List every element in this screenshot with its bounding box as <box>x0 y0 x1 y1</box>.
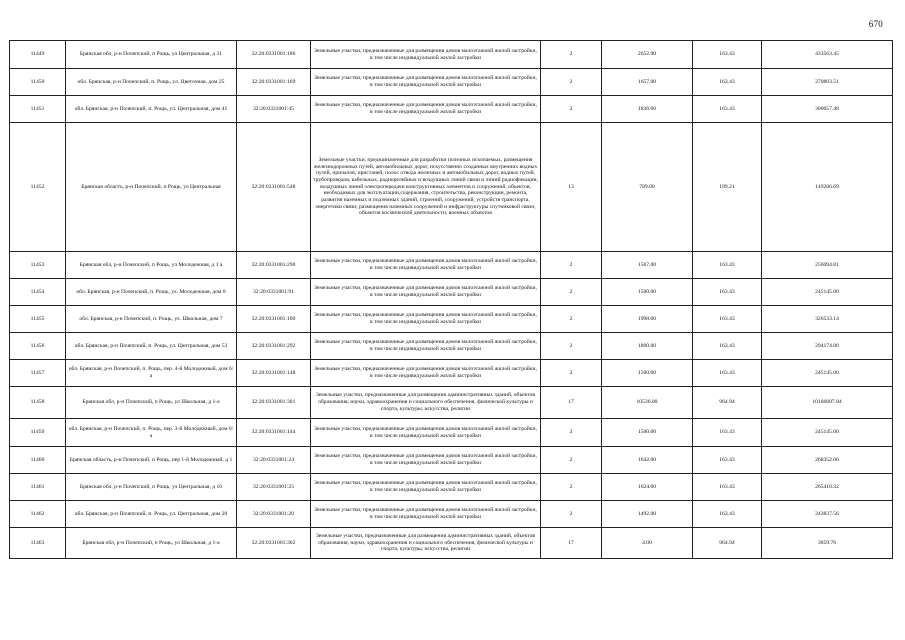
land-use-cell: Земельные участки, предназначенные для размещения домов малоэтажной жилой застройки, в том числе индивидуальной жилой застройки <box>311 333 541 360</box>
land-use-cell: Земельные участки, предназначенные для размещения домов малоэтажной жилой застройки, в том числе индивидуальной жилой застройки <box>311 41 541 69</box>
specific-value-cell: 163.43 <box>693 447 762 474</box>
cadastral-value-cell: 3859.76 <box>762 528 893 559</box>
cadastral-value-cell: 326533.14 <box>762 306 893 333</box>
cadastral-number-cell: 32:20:0331001:24 <box>237 447 311 474</box>
land-use-cell: Земельные участки, предназначенные для разработки полезных ископаемых, размещения железнодорожных путей, автомобильных дорог, искусственно созданных внутренних водных путей, причалов, пристаней, полос отвода железных и автомобильных дорог, водных путей, трубопроводов, кабельных, радиорелейных и воздушных линий связи и линий радиофикации, воздушных линий электропередачи конструктивных элементов и сооружений, объектов, необходимых для эксплуатации,содержания, строительства, реконструкции, ремонта, развития наземных и подземных зданий, строений, сооружений, устройств транспорта, энергетики связи; размещения наземных сооружений и инфраструктуры спутниковой связи, объектов космической деятельности, военных объектов <box>311 123 541 252</box>
group-code-cell: 2 <box>541 252 602 279</box>
table-row <box>10 528 893 559</box>
row-number: 11450 <box>10 69 66 96</box>
table-row <box>10 360 893 387</box>
group-code-cell: 2 <box>541 306 602 333</box>
land-use-cell: Земельные участки, предназначенные для размещения домов малоэтажной жилой застройки, в том числе индивидуальной жилой застройки <box>311 360 541 387</box>
area-cell: 1567.00 <box>602 252 693 279</box>
table-row <box>10 252 893 279</box>
land-use-cell: Земельные участки, предназначенные для размещения административных зданий, объектов образования, науки, здравоохранения и социального обеспечения, физической культуры и спорта, культуры, искусства, религии <box>311 528 541 559</box>
group-code-cell: 2 <box>541 360 602 387</box>
row-number: 11451 <box>10 96 66 123</box>
row-number: 11454 <box>10 279 66 306</box>
cadastral-value-cell: 149286.69 <box>762 123 893 252</box>
cadastral-number-cell: 32:20:0331001:148 <box>237 360 311 387</box>
row-number: 11463 <box>10 528 66 559</box>
area-cell: 2652.90 <box>602 41 693 69</box>
row-number: 11460 <box>10 447 66 474</box>
address-cell: обл. Брянская, р-н Почепский, п. Рощь, ул. Центральная, дом 20 <box>66 501 237 528</box>
address-cell: Брянская обл, р-н Почепский, п Рощь, ул Школьная, д 1-а <box>66 528 237 559</box>
table-row <box>10 96 893 123</box>
specific-value-cell: 163.43 <box>693 252 762 279</box>
land-use-cell: Земельные участки, предназначенные для размещения домов малоэтажной жилой застройки, в том числе индивидуальной жилой застройки <box>311 501 541 528</box>
area-cell: 1657.00 <box>602 69 693 96</box>
specific-value-cell: 189.21 <box>693 123 762 252</box>
land-use-cell: Земельные участки, предназначенные для размещения домов малоэтажной жилой застройки, в том числе индивидуальной жилой застройки <box>311 96 541 123</box>
area-cell: 1624.00 <box>602 474 693 501</box>
table-row <box>10 333 893 360</box>
area-cell: 1836.00 <box>602 96 693 123</box>
specific-value-cell: 163.43 <box>693 306 762 333</box>
cadastral-value-cell: 10166607.84 <box>762 387 893 419</box>
specific-value-cell: 964.94 <box>693 387 762 419</box>
area-cell: 4.00 <box>602 528 693 559</box>
address-cell: обл. Брянская, р-н Почепский, п. Рощь, ул. Цветочная, дом 25 <box>66 69 237 96</box>
land-use-cell: Земельные участки, предназначенные для размещения домов малоэтажной жилой застройки, в том числе индивидуальной жилой застройки <box>311 306 541 333</box>
cadastral-number-cell: 32:20:0331001:144 <box>237 419 311 447</box>
row-number: 11456 <box>10 333 66 360</box>
group-code-cell: 2 <box>541 69 602 96</box>
group-code-cell: 2 <box>541 333 602 360</box>
specific-value-cell: 163.43 <box>693 41 762 69</box>
row-number: 11461 <box>10 474 66 501</box>
cadastral-number-cell: 32:20:0331001:301 <box>237 387 311 419</box>
table-row <box>10 279 893 306</box>
area-cell: 1998.00 <box>602 306 693 333</box>
land-use-cell: Земельные участки, предназначенные для размещения домов малоэтажной жилой застройки, в том числе индивидуальной жилой застройки <box>311 447 541 474</box>
cadastral-number-cell: 32:20:0331001:292 <box>237 333 311 360</box>
specific-value-cell: 964.94 <box>693 528 762 559</box>
cadastral-value-cell: 245145.00 <box>762 360 893 387</box>
table-body <box>10 41 893 559</box>
land-use-cell: Земельные участки, предназначенные для размещения домов малоэтажной жилой застройки, в том числе индивидуальной жилой застройки <box>311 474 541 501</box>
group-code-cell: 17 <box>541 528 602 559</box>
row-number: 11452 <box>10 123 66 252</box>
row-number: 11457 <box>10 360 66 387</box>
cadastral-number-cell: 32:20:0331001:169 <box>237 69 311 96</box>
address-cell: обл. Брянская, р-н Почепский, п. Рощь, ул. Молодежная, дом 8 <box>66 279 237 306</box>
address-cell: обл. Брянская, р-н Почепский, п. Рощь, пер. 4-й Молодежный, дом 6/а <box>66 360 237 387</box>
address-cell: Брянская обл, р-н Почепский, п Рощь, ул Центральная, д 31 <box>66 41 237 69</box>
cadastral-number-cell: 32:20:0331001:302 <box>237 528 311 559</box>
specific-value-cell: 163.43 <box>693 360 762 387</box>
cadastral-value-cell: 265410.32 <box>762 474 893 501</box>
address-cell: Брянская область, р-н Почепский, п Рощь, ул Центральная <box>66 123 237 252</box>
group-code-cell: 2 <box>541 96 602 123</box>
group-code-cell: 2 <box>541 474 602 501</box>
table-row <box>10 447 893 474</box>
specific-value-cell: 163.43 <box>693 333 762 360</box>
address-cell: Брянская обл, р-н Почепский, п Рощь, ул Школьная, д 1-а <box>66 387 237 419</box>
row-number: 11455 <box>10 306 66 333</box>
address-cell: обл. Брянская, р-н Почепский, п. Рощь, ул. Центральная, дом 53 <box>66 333 237 360</box>
area-cell: 1500.00 <box>602 279 693 306</box>
area-cell: 1642.00 <box>602 447 693 474</box>
address-cell: обл. Брянская, р-н Почепский, п. Рощь, пер. 3-й Молодежный, дом 6/а <box>66 419 237 447</box>
cadastral-number-cell: 32:20:0331001:548 <box>237 123 311 252</box>
land-registry-table <box>9 40 893 559</box>
cadastral-value-cell: 270803.51 <box>762 69 893 96</box>
table-row <box>10 501 893 528</box>
row-number: 11453 <box>10 252 66 279</box>
cadastral-number-cell: 32:20:0331001:25 <box>237 474 311 501</box>
cadastral-value-cell: 256094.81 <box>762 252 893 279</box>
specific-value-cell: 163.43 <box>693 279 762 306</box>
group-code-cell: 17 <box>541 387 602 419</box>
land-use-cell: Земельные участки, предназначенные для размещения домов малоэтажной жилой застройки, в том числе индивидуальной жилой застройки <box>311 279 541 306</box>
area-cell: 789.00 <box>602 123 693 252</box>
land-use-cell: Земельные участки, предназначенные для размещения домов малоэтажной жилой застройки, в том числе индивидуальной жилой застройки <box>311 252 541 279</box>
row-number: 11458 <box>10 387 66 419</box>
cadastral-value-cell: 245145.00 <box>762 419 893 447</box>
address-cell: Брянская обл, р-н Почепский, п Рощь, ул Молодежная, д 1 а <box>66 252 237 279</box>
row-number: 11449 <box>10 41 66 69</box>
table-row <box>10 123 893 252</box>
group-code-cell: 2 <box>541 279 602 306</box>
cadastral-value-cell: 294174.00 <box>762 333 893 360</box>
table-row <box>10 41 893 69</box>
specific-value-cell: 163.43 <box>693 96 762 123</box>
area-cell: 1800.00 <box>602 333 693 360</box>
cadastral-number-cell: 32:20:0331001:100 <box>237 306 311 333</box>
table-row <box>10 474 893 501</box>
page-number: 670 <box>868 19 883 29</box>
table-row <box>10 69 893 96</box>
address-cell: Брянская область, р-н Почепский, п Рощь, пер 1-й Молодежный, д 1 <box>66 447 237 474</box>
address-cell: обл. Брянская, р-н Почепский, п. Рощь, ул. Школьная, дом 7 <box>66 306 237 333</box>
cadastral-number-cell: 32:20:0331001:91 <box>237 279 311 306</box>
cadastral-value-cell: 433563.45 <box>762 41 893 69</box>
cadastral-value-cell: 245145.00 <box>762 279 893 306</box>
group-code-cell: 2 <box>541 419 602 447</box>
group-code-cell: 2 <box>541 501 602 528</box>
cadastral-number-cell: 32:20:0331001:20 <box>237 501 311 528</box>
cadastral-number-cell: 32:20:0331001:186 <box>237 41 311 69</box>
land-use-cell: Земельные участки, предназначенные для размещения домов малоэтажной жилой застройки, в том числе индивидуальной жилой застройки <box>311 419 541 447</box>
specific-value-cell: 163.43 <box>693 419 762 447</box>
specific-value-cell: 163.43 <box>693 474 762 501</box>
area-cell: 10536.00 <box>602 387 693 419</box>
area-cell: 1492.00 <box>602 501 693 528</box>
land-use-cell: Земельные участки, предназначенные для размещения домов малоэтажной жилой застройки, в том числе индивидуальной жилой застройки <box>311 69 541 96</box>
address-cell: обл. Брянская, р-н Почепский, п. Рощь, ул. Центральная, дом 41 <box>66 96 237 123</box>
cadastral-value-cell: 268352.06 <box>762 447 893 474</box>
address-cell: Брянская обл, р-н Почепский, п Рощь, ул Центральная, д 16 <box>66 474 237 501</box>
cadastral-value-cell: 300057.48 <box>762 96 893 123</box>
cadastral-value-cell: 243837.56 <box>762 501 893 528</box>
row-number: 11459 <box>10 419 66 447</box>
cadastral-number-cell: 32:20:0331001:290 <box>237 252 311 279</box>
specific-value-cell: 163.43 <box>693 69 762 96</box>
group-code-cell: 2 <box>541 447 602 474</box>
area-cell: 1500.00 <box>602 360 693 387</box>
group-code-cell: 13 <box>541 123 602 252</box>
table-row <box>10 306 893 333</box>
group-code-cell: 2 <box>541 41 602 69</box>
area-cell: 1500.00 <box>602 419 693 447</box>
row-number: 11462 <box>10 501 66 528</box>
table-row <box>10 419 893 447</box>
cadastral-number-cell: 32:20:0331001:45 <box>237 96 311 123</box>
table-row <box>10 387 893 419</box>
land-use-cell: Земельные участки, предназначенные для размещения административных зданий, объектов образования, науки, здравоохранения и социального обеспечения, физической культуры и спорта, культуры, искусства, религии <box>311 387 541 419</box>
specific-value-cell: 163.43 <box>693 501 762 528</box>
